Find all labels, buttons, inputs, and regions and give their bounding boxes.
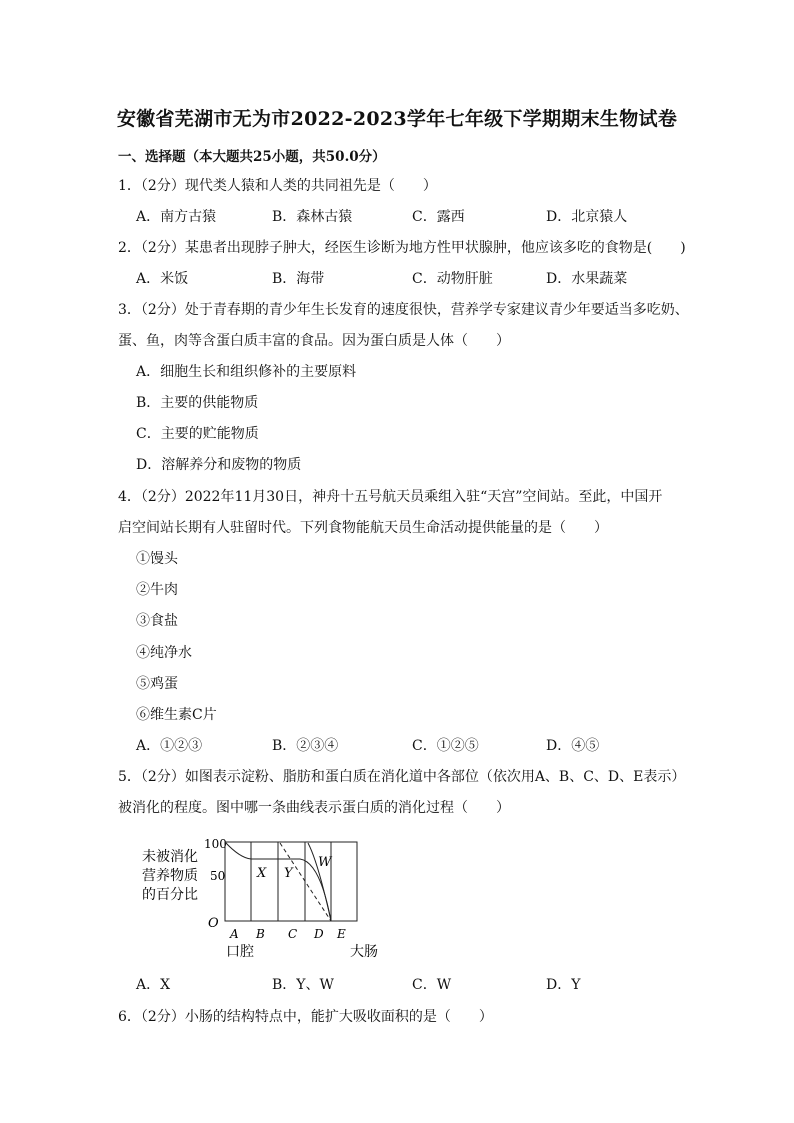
question-5-option-c: C．W — [412, 977, 452, 993]
page-title: 安徽省芜湖市无为市2022-2023学年七年级下学期期末生物试卷 — [116, 108, 678, 130]
question-1-stem: 1．（2分）现代类人猿和人类的共同祖先是（ ） — [118, 178, 437, 194]
figure-label-large-intestine: 大肠 — [350, 944, 378, 960]
question-2-option-c: C．动物肝脏 — [412, 271, 493, 287]
figure-origin-label: O — [208, 916, 219, 931]
question-6-stem: 6．（2分）小肠的结构特点中，能扩大吸收面积的是（ ） — [118, 1009, 493, 1025]
question-1-option-a: A．南方古猿 — [136, 209, 217, 225]
question-2-option-b: B．海带 — [272, 271, 325, 287]
digestion-figure — [140, 832, 400, 964]
curve-label-w: W — [318, 855, 332, 870]
question-3-stem-line-2: 蛋、鱼，肉等含蛋白质丰富的食品。因为蛋白质是人体（ ） — [118, 333, 510, 349]
question-4-item-6: ⑥维生素C片 — [136, 707, 217, 723]
question-5-option-a: A．X — [136, 977, 171, 993]
question-5-option-d: D．Y — [546, 977, 581, 993]
question-4-item-4: ④纯净水 — [136, 645, 192, 661]
question-5-stem-line-1: 5．（2分）如图表示淀粉、脂肪和蛋白质在消化道中各部位（依次用A、B、C、D、E表示） — [118, 769, 686, 785]
question-3-option-a: A．细胞生长和组织修补的主要原料 — [136, 364, 357, 380]
question-4-stem-line-1: 4．（2分）2022年11月30日，神舟十五号航天员乘组入驻“天宫”空间站。至此，中国开 — [118, 489, 663, 505]
question-2-option-d: D．水果蔬菜 — [546, 271, 628, 287]
figure-ylabel-line-2: 营养物质 — [142, 868, 198, 884]
question-4-item-5: ⑤鸡蛋 — [136, 676, 178, 692]
figure-label-mouth: 口腔 — [226, 944, 254, 960]
figure-ylabel-line-1: 未被消化 — [142, 849, 198, 865]
question-3-stem-line-1: 3．（2分）处于青春期的青少年生长发育的速度很快，营养学专家建议青少年要适当多吃奶、 — [118, 302, 689, 318]
curve-label-x: X — [257, 866, 267, 881]
figure-xtick-c: C — [288, 927, 298, 941]
figure-frame — [225, 842, 357, 921]
question-3-option-d: D．溶解养分和废物的物质 — [136, 457, 302, 473]
question-4-option-c: C．①②⑤ — [412, 738, 479, 754]
question-1-option-c: C．露西 — [412, 209, 465, 225]
digestion-curve-diagram — [140, 832, 400, 960]
section-heading: 一、选择题（本大题共25小题，共50.0分） — [118, 149, 386, 165]
question-2-option-a: A．米饭 — [136, 271, 189, 287]
question-5-stem-line-2: 被消化的程度。图中哪一条曲线表示蛋白质的消化过程（ ） — [118, 800, 510, 816]
question-4-option-b: B．②③④ — [272, 738, 339, 754]
question-1-option-d: D．北京猿人 — [546, 209, 628, 225]
figure-xtick-a: A — [230, 927, 239, 941]
question-4-option-d: D．④⑤ — [546, 738, 600, 754]
question-4-option-a: A．①②③ — [136, 738, 203, 754]
curve-label-y: Y — [284, 866, 293, 881]
question-4-item-1: ①馒头 — [136, 551, 178, 567]
question-5-option-b: B．Y、W — [272, 977, 334, 993]
question-3-option-b: B．主要的供能物质 — [136, 395, 259, 411]
figure-ytick-100: 100 — [204, 837, 227, 851]
figure-xtick-e: E — [337, 927, 346, 941]
question-2-stem: 2．（2分）某患者出现脖子肿大，经医生诊断为地方性甲状腺肿，他应该多吃的食物是( ) — [118, 240, 686, 256]
question-4-stem-line-2: 启空间站长期有人驻留时代。下列食物能航天员生命活动提供能量的是（ ） — [118, 520, 608, 536]
figure-xtick-d: D — [314, 927, 324, 941]
question-1-option-b: B．森林古猿 — [272, 209, 353, 225]
question-4-item-2: ②牛肉 — [136, 582, 178, 598]
figure-xtick-b: B — [256, 927, 265, 941]
question-4-item-3: ③食盐 — [136, 613, 178, 629]
figure-ytick-50: 50 — [210, 869, 226, 883]
figure-ylabel-line-3: 的百分比 — [142, 887, 198, 903]
question-3-option-c: C．主要的贮能物质 — [136, 426, 259, 442]
